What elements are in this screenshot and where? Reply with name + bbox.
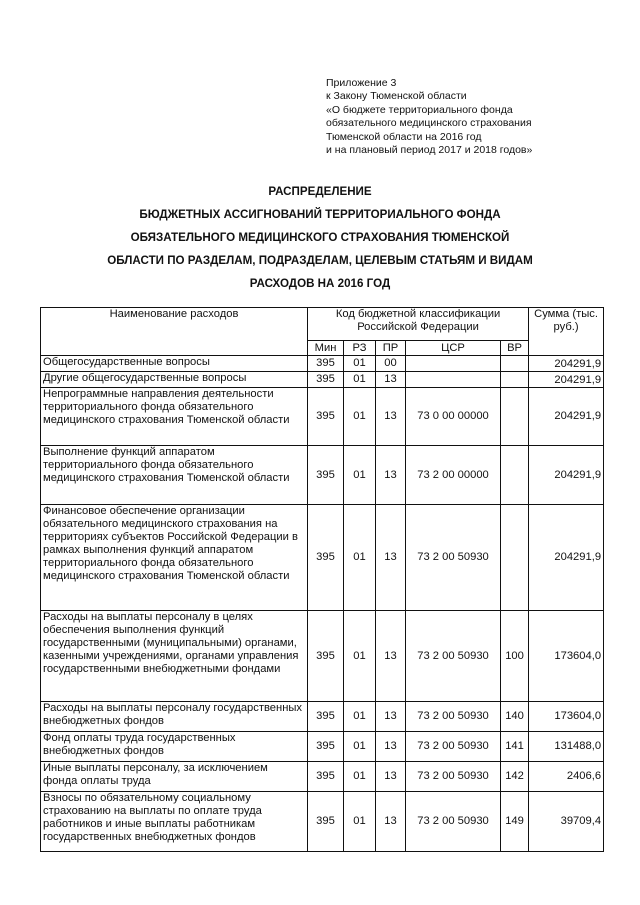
row-min: 395 [308,792,344,852]
row-rz: 01 [344,702,376,732]
row-vr: 100 [501,611,529,702]
row-csr: 73 2 00 50930 [406,762,501,792]
appendix-line: «О бюджете территориального фонда [326,103,513,116]
row-sum: 204291,9 [529,388,604,446]
row-min: 395 [308,732,344,762]
title-line: РАСХОДОВ НА 2016 ГОД [249,277,391,290]
row-name: Расходы на выплаты персоналу в целях обеспечения выполнения функций государственными (муниципальными) органами, казенными учреждениями, органами управления государственными внебюджетными фондами [41,611,308,702]
row-rz: 01 [344,372,376,388]
table-row [41,372,604,388]
table-row [41,762,604,792]
row-min: 395 [308,356,344,372]
row-name: Расходы на выплаты персоналу государственных внебюджетных фондов [41,702,308,732]
row-name: Взносы по обязательному социальному страхованию на выплаты по оплате труда работников и иные выплаты работникам государственных внебюджетных фондов [41,792,308,852]
table-row [41,446,604,505]
budget-table [40,307,604,852]
table-row [41,388,604,446]
title-line: ОБЯЗАТЕЛЬНОГО МЕДИЦИНСКОГО СТРАХОВАНИЯ ТЮМЕНСКОЙ [130,231,510,244]
title-line: БЮДЖЕТНЫХ АССИГНОВАНИЙ ТЕРРИТОРИАЛЬНОГО ФОНДА [139,208,501,221]
row-sum: 204291,9 [529,356,604,372]
row-sum: 173604,0 [529,702,604,732]
appendix-line: к Закону Тюменской области [326,90,467,103]
row-vr: 141 [501,732,529,762]
row-pr: 13 [376,762,406,792]
row-min: 395 [308,372,344,388]
row-rz: 01 [344,732,376,762]
row-pr: 13 [376,446,406,505]
row-name: Другие общегосударственные вопросы [41,372,308,388]
row-pr: 13 [376,372,406,388]
row-min: 395 [308,446,344,505]
header-pr: ПР [376,341,406,356]
row-vr: 149 [501,792,529,852]
row-pr: 13 [376,702,406,732]
table-row [41,702,604,732]
row-pr: 13 [376,732,406,762]
row-pr: 13 [376,792,406,852]
row-sum: 173604,0 [529,611,604,702]
row-min: 395 [308,388,344,446]
document-title [0,180,640,295]
header-name: Наименование расходов [41,308,308,356]
table-row [41,505,604,611]
header-code-group: Код бюджетной классификации Российской Федерации [308,308,529,341]
table-row [41,732,604,762]
row-rz: 01 [344,792,376,852]
row-vr [501,388,529,446]
row-csr: 73 2 00 00000 [406,446,501,505]
row-csr: 73 0 00 00000 [406,388,501,446]
header-vr: ВР [501,341,529,356]
row-sum: 204291,9 [529,372,604,388]
row-vr [501,505,529,611]
row-pr: 13 [376,505,406,611]
row-rz: 01 [344,611,376,702]
row-csr: 73 2 00 50930 [406,505,501,611]
row-csr: 73 2 00 50930 [406,732,501,762]
row-sum: 2406,6 [529,762,604,792]
row-csr: 73 2 00 50930 [406,611,501,702]
appendix-note [326,77,532,157]
header-min: Мин [308,341,344,356]
row-pr: 13 [376,388,406,446]
row-min: 395 [308,762,344,792]
row-min: 395 [308,702,344,732]
row-name: Иные выплаты персоналу, за исключением фонда оплаты труда [41,762,308,792]
table-row [41,356,604,372]
row-csr [406,356,501,372]
row-csr: 73 2 00 50930 [406,792,501,852]
row-vr: 142 [501,762,529,792]
row-sum: 204291,9 [529,505,604,611]
appendix-line: и на плановый период 2017 и 2018 годов» [326,144,533,157]
row-rz: 01 [344,762,376,792]
row-vr [501,446,529,505]
title-line: ОБЛАСТИ ПО РАЗДЕЛАМ, ПОДРАЗДЕЛАМ, ЦЕЛЕВЫМ СТАТЬЯМ И ВИДАМ [107,254,533,267]
row-rz: 01 [344,388,376,446]
row-rz: 01 [344,446,376,505]
row-rz: 01 [344,505,376,611]
row-name: Непрограммные направления деятельности территориального фонда обязательного медицинского страхования Тюменской области [41,388,308,446]
title-line: РАСПРЕДЕЛЕНИЕ [268,185,372,198]
row-csr: 73 2 00 50930 [406,702,501,732]
table-row [41,792,604,852]
row-sum: 131488,0 [529,732,604,762]
row-vr [501,356,529,372]
table-row [41,611,604,702]
appendix-line: обязательного медицинского страхования [326,117,532,130]
header-csr: ЦСР [406,341,501,356]
row-sum: 204291,9 [529,446,604,505]
row-min: 395 [308,505,344,611]
row-vr: 140 [501,702,529,732]
row-name: Общегосударственные вопросы [41,356,308,372]
appendix-line: Приложение 3 [326,77,397,89]
row-vr [501,372,529,388]
row-min: 395 [308,611,344,702]
header-rz: РЗ [344,341,376,356]
row-pr: 13 [376,611,406,702]
row-rz: 01 [344,356,376,372]
row-csr [406,372,501,388]
row-name: Фонд оплаты труда государственных внебюджетных фондов [41,732,308,762]
row-pr: 00 [376,356,406,372]
row-name: Выполнение функций аппаратом территориального фонда обязательного медицинского страхования Тюменской области [41,446,308,505]
appendix-line: Тюменской области на 2016 год [326,130,482,143]
row-name: Финансовое обеспечение организации обязательного медицинского страхования на территориях субъектов Российской Федерации в рамках выполнения функций аппаратом территориального фонда обязательного медицинского страхования Тюменской области [41,505,308,611]
header-sum: Сумма (тыс. руб.) [529,308,604,356]
row-sum: 39709,4 [529,792,604,852]
